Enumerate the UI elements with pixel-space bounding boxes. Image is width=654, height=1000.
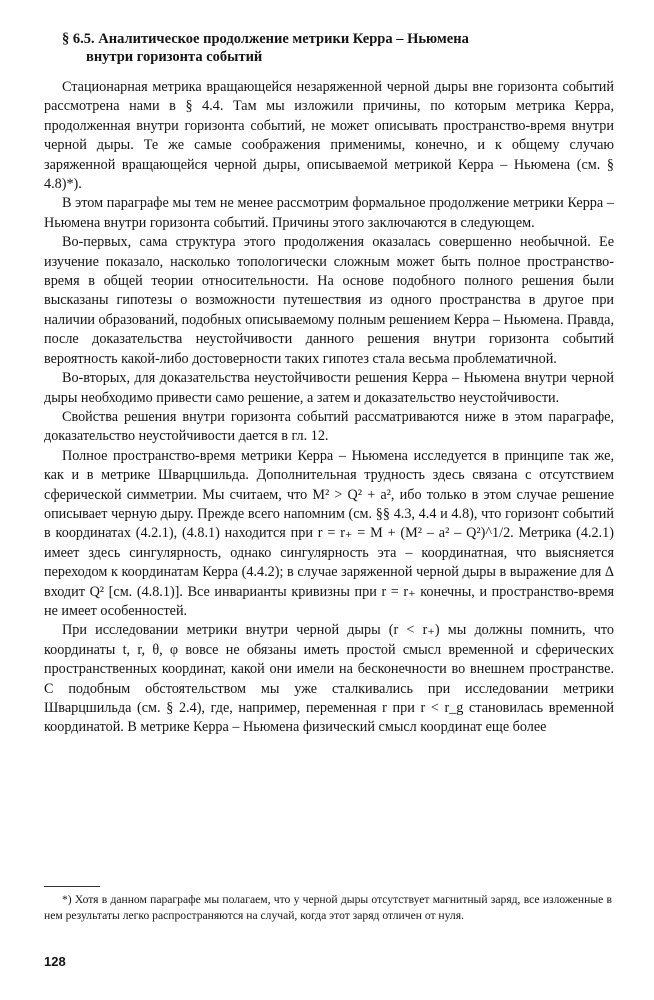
page-number: 128 [44,954,66,969]
section-heading-line-1: § 6.5. Аналитическое продолжение метрики Керра – Ньюмена [62,31,469,47]
footnote-divider [44,886,100,887]
paragraph: Свойства решения внутри горизонта событий рассматриваются ниже в этом параграфе, доказательство неустойчивости дается в гл. 12. [44,408,614,445]
section-heading [62,30,582,66]
body-text [44,78,614,738]
paragraph: При исследовании метрики внутри черной дыры (r < r₊) мы должны помнить, что координаты t, r, θ, φ вовсе не обязаны иметь простой смысл временной и сферических пространственных координат, какой они имели на бесконечности во внешнем пространстве. С подобным обстоятельством мы уже сталкивались при исследовании метрики Шварцшильда (см. § 2.4), где, например, переменная r при r < r_g становилась временной координатой. В метрике Керра – Ньюмена физический смысл координат еще более [44,622,614,736]
paragraph: Полное пространство-время метрики Керра – Ньюмена исследуется в принципе так же, как и в метрике Шварцшильда. Дополнительная трудность здесь связана с отсутствием сферической симметрии. Мы считаем, что M² > Q² + a², ибо только в этом случае решение описывает черную дыру. Прежде всего напомним (см. §§ 4.3, 4.4 и 4.8), что горизонт событий в координатах (4.2.1), (4.8.1) находится при r = r₊ = M + (M² – a² – Q²)^1/2. Метрика (4.2.1) имеет здесь сингулярность, однако сингулярность эта – координатная, что выясняется переходом к координатам Керра (4.4.2); в случае заряженной черной дыры в выражение для Δ входит Q² [см. (4.8.1)]. Все инварианты кривизны при r = r₊ конечны, и пространство-время не имеет особенностей. [44,447,614,619]
paragraph: В этом параграфе мы тем не менее рассмотрим формальное продолжение метрики Керра – Ньюмена внутри горизонта событий. Причины этого заключаются в следующем. [44,195,614,231]
footnote: *) Хотя в данном параграфе мы полагаем, что у черной дыры отсутствует магнитный заряд, все изложенные в нем результаты легко распространяются на случай, когда этот заряд отличен от нуля. [44,893,612,922]
section-heading-line-2: внутри горизонта событий [86,49,263,65]
paragraph: Во-вторых, для доказательства неустойчивости решения Керра – Ньюмена внутри черной дыры необходимо привести само решение, а затем и доказательство неустойчивости. [44,370,614,406]
paragraph: Во-первых, сама структура этого продолжения оказалась совершенно необычной. Ее изучение показало, насколько топологически сложным может быть полное пространство-время в общей теории относительности. На основе подобного полного решения были высказаны гипотезы о возможности путешествия из одного пространства в другое при наличии образований, подобных описываемому полным решением Керра – Ньюмена. Правда, после доказательства неустойчивости данного решения внутри горизонта событий вероятность какой-либо достоверности таких гипотез стала весьма проблематичной. [44,234,614,367]
paragraph: Стационарная метрика вращающейся незаряженной черной дыры вне горизонта событий рассмотрена нами в § 4.4. Там мы изложили причины, по которым метрика Керра, продолженная внутри горизонта событий, не может описывать пространство-время внутри черной дыры. Те же самые соображения применимы, конечно, и к общему случаю заряженной вращающейся черной дыры, описываемой метрикой Керра – Ньюмена (см. § 4.8)*). [44,79,614,193]
